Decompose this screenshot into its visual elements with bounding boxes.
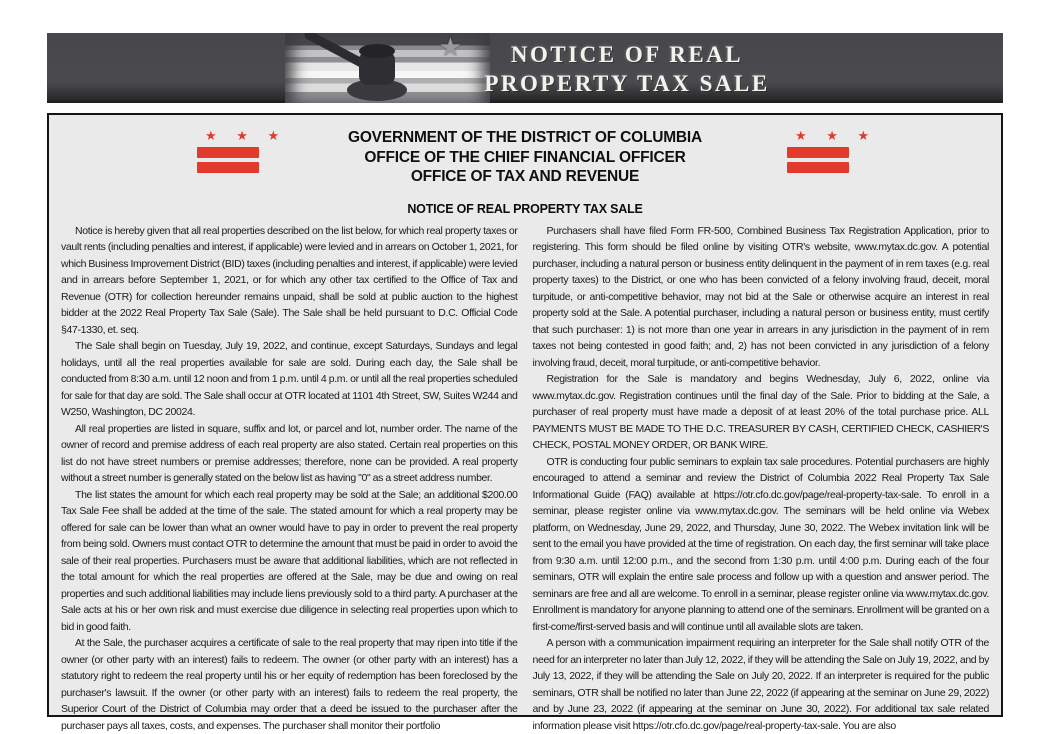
flag-stars-icon: ★ ★ ★ [197,129,259,143]
flag-bar-icon [787,147,849,158]
gov-heading-line1: GOVERNMENT OF THE DISTRICT OF COLUMBIA [49,128,1001,148]
gov-heading-line2: OFFICE OF THE CHIEF FINANCIAL OFFICER [49,148,1001,168]
notice-subtitle: NOTICE OF REAL PROPERTY TAX SALE [49,202,1001,216]
banner-title [437,40,817,98]
paragraph: All real properties are listed in square, suffix and lot, or parcel and lot, number order. The name of the owner of record and premise address of each real property are also stated. Certain real properties on this list do not have street numbers or premise addresses; therefore, none can be provided. A real property without a street number is generally stated on the below list as having "0" as a street address number. [61,421,518,487]
paragraph: The Sale shall begin on Tuesday, July 19, 2022, and continue, except Saturdays, Sundays and legal holidays, until all the real properties available for sale are sold. During each day, the Sale shall be conducted from 8:30 a.m. until 12 noon and from 1 p.m. until 4 p.m. or until all the real properties scheduled for sale for that day are sold. The Sale shall occur at OTR located at 1101 4th Street, SW, Suites W244 and W250, Washington, DC 20024. [61,338,518,421]
star-icon: ★ [439,34,462,60]
banner-title-line1: NOTICE OF REAL [437,40,817,69]
paragraph: A person with a communication impairment requiring an interpreter for the Sale shall notify OTR of the need for an interpreter no later than July 12, 2022, if they will be attending the Sale on July 19, 2022, and by July 13, 2022, if they will be attending the Sale on July 20, 2022. If an interpreter is required for the public seminars, OTR shall be notified no later than June 22, 2022 (if appearing at the seminar on June 29, 2022) and by June 23, 2022 (if appearing at the seminar on June 30, 2022). For additional tax sale related information please visit https://otr.cfo.dc.gov/page/real-property-tax-sale. You are also [533,635,990,734]
left-column [61,223,518,734]
paragraph: The list states the amount for which each real property may be sold at the Sale; an additional $200.00 Tax Sale Fee shall be added at the time of the sale. The stated amount for which a real property may be offered for sale can be lower than what an owner would have to pay in order to prevent the real property from being sold. Owners must contact OTR to determine the amount that must be paid in order to avoid the sale of their real properties. Purchasers must be aware that additional liabilities, which are not reflected in the total amount for which the real properties are offered at the Sale, may be due and owing on real properties and such additional liabilities may include liens previously sold to a third party. A purchaser at the Sale acts at his or her own risk and must exercise due diligence in selecting real properties upon which to bid in good faith. [61,487,518,636]
paragraph: Purchasers shall have filed Form FR-500, Combined Business Tax Registration Application, prior to registering. This form should be filed online by visiting OTR's website, www.mytax.dc.gov. A potential purchaser, including a natural person or business entity delinquent in the payment of in rem taxes (e.g. real property taxes) to the District, or one who has been convicted of a felony involving fraud, deceit, moral turpitude, or anti-competitive behavior, may not bid at the Sale or otherwise acquire an interest in real property sold at the Sale. A potential purchaser, including a natural person or business entity, must certify that such purchaser: 1) is not more than one year in arrears in any jurisdiction in the payment of in rem taxes not being contested in good faith; and, 2) has not been convicted in any jurisdiction of a felony involving fraud, deceit, moral turpitude, or anti-competitive behavior. [533,223,990,372]
paragraph: At the Sale, the purchaser acquires a certificate of sale to the real property that may ripen into title if the owner (or other party with an interest) fails to redeem. The owner (or other party with an interest) has a statutory right to redeem the real property until his or her equity of redemption has been foreclosed by the purchaser's lawsuit. If the owner (or other party with an interest) fails to redeem the real property, the Superior Court of the District of Columbia may order that a deed be issued to the purchaser after the purchaser pays all taxes, costs, and expenses. The purchaser shall monitor their portfolio [61,635,518,734]
flag-bar-icon [197,162,259,173]
flag-bar-icon [787,162,849,173]
gavel-icon [291,33,461,103]
dc-flag-right [787,129,849,173]
banner-title-line2: PROPERTY TAX SALE [437,69,817,98]
flag-stars-icon: ★ ★ ★ [787,129,849,143]
right-column [533,223,990,734]
paragraph: OTR is conducting four public seminars to explain tax sale procedures. Potential purchasers are highly encouraged to attend a seminar and review the District of Columbia 2022 Real Property Tax Sale Informational Guide (FAQ) available at https://otr.cfo.dc.gov/page/real-property-tax-sale. To enroll in a seminar, please register online via www.mytax.dc.gov. The seminars will be held online via Webex platform, on Wednesday, June 29, 2022, and Thursday, June 30, 2022. The Webex invitation link will be sent to the email you have provided at the time of registration. On each day, the first seminar will take place from 9:30 a.m. until 12:00 p.m., and the second from 1:30 p.m. until 4:00 p.m. During each of the four seminars, OTR will explain the entire sale process and follow up with a question and answer period. The seminars are free and all are welcome. To enroll in a seminar, please register online via www.mytax.dc.gov. Enrollment is mandatory for anyone planning to attend one of the seminars. Enrollment will be granted on a first-come/first-served basis and will continue until all available slots are taken. [533,454,990,636]
paragraph: Registration for the Sale is mandatory and begins Wednesday, July 6, 2022, online via www.mytax.dc.gov. Registration continues until the final day of the Sale. Prior to bidding at the Sale, a purchaser of real property must have made a deposit of at least 20% of the total purchase price. ALL PAYMENTS MUST BE MADE TO THE D.C. TREASURER BY CASH, CERTIFIED CHECK, CASHIER'S CHECK, POSTAL MONEY ORDER, OR BANK WIRE. [533,371,990,454]
dc-flag-left [197,129,259,173]
gov-heading-line3: OFFICE OF TAX AND REVENUE [49,167,1001,187]
flag-bar-icon [197,147,259,158]
body-columns [49,216,1001,734]
document-header [49,115,1001,187]
paragraph: Notice is hereby given that all real properties described on the list below, for which real property taxes or vault rents (including penalties and interest, if applicable) were levied and in arrears on October 1, 2021, for which Business Improvement District (BID) taxes (including penalties and interest, if applicable) were levied and in arrears before September 1, 2021, or for which any other tax certified to the Office of Tax and Revenue (OTR) for collection hereunder remains unpaid, shall be sold at public auction to the highest bidder at the 2022 Real Property Tax Sale (Sale). The Sale shall be held pursuant to D.C. Official Code §47-1330, et. seq. [61,223,518,339]
notice-document [47,113,1003,717]
notice-banner [47,33,1003,103]
